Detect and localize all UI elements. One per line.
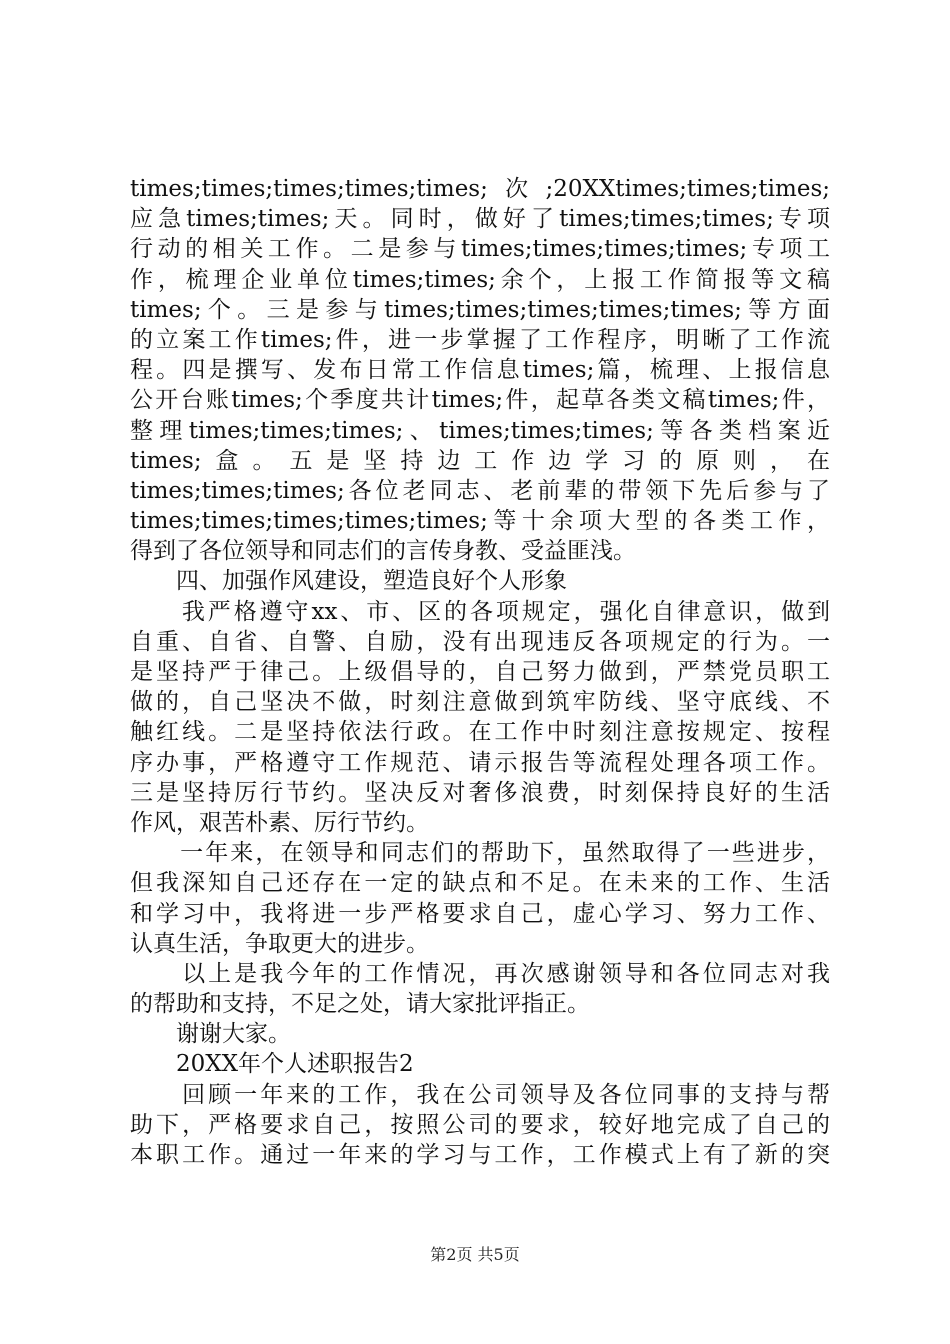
text-line: 三是坚持厉行节约。坚决反对奢侈浪费，时刻保持良好的生活 <box>130 779 830 806</box>
text-line: 助下，严格要求自己，按照公司的要求，较好地完成了自己的 <box>130 1111 830 1138</box>
text-line: 我严格遵守xx、市、区的各项规定，强化自律意识，做到 <box>130 598 830 625</box>
text-line: times;个。三是参与times;times;times;times;times;等方面 <box>130 296 830 323</box>
text-line: 回顾一年来的工作，我在公司领导及各位同事的支持与帮 <box>130 1081 830 1108</box>
text-line: times;times;times;times;times;等十余项大型的各类工作， <box>130 508 830 535</box>
text-line: 应急times;times;天。同时，做好了times;times;times;专项 <box>130 206 830 233</box>
text-line: 做的，自己坚决不做，时刻注意做到筑牢防线、坚守底线、不 <box>130 689 830 716</box>
text-line: 的立案工作times;件，进一步掌握了工作程序，明晰了工作流 <box>130 326 830 353</box>
text-line: 公开台账times;个季度共计times;件，起草各类文稿times;件， <box>130 387 830 414</box>
text-line: 是坚持严于律己。上级倡导的，自己努力做到，严禁党员职工 <box>130 659 830 685</box>
text-line: times;times;times;各位老同志、老前辈的带领下先后参与了 <box>130 477 830 504</box>
text-line: 得到了各位领导和同志们的言传身教、受益匪浅。 <box>130 538 636 565</box>
document-body <box>130 174 830 1170</box>
text-line: 程。四是撰写、发布日常工作信息times;篇，梳理、上报信息 <box>130 357 830 384</box>
text-line: 触红线。二是坚持依法行政。在工作中时刻注意按规定、按程 <box>130 719 830 746</box>
text-line: 本职工作。通过一年来的学习与工作，工作模式上有了新的突 <box>130 1142 830 1168</box>
text-line: 认真生活，争取更大的进步。 <box>130 930 429 957</box>
page-number-footer: 第2页 共5页 <box>430 1245 520 1264</box>
text-line: 作风，艰苦朴素、厉行节约。 <box>130 809 429 836</box>
section-heading: 四、加强作风建设，塑造良好个人形象 <box>130 568 567 595</box>
text-line: 但我深知自己还存在一定的缺点和不足。在未来的工作、生活 <box>130 870 830 897</box>
text-line: 自重、自省、自警、自励，没有出现违反各项规定的行为。一 <box>130 628 830 655</box>
text-line: 和学习中，我将进一步严格要求自己，虚心学习、努力工作、 <box>130 900 830 927</box>
text-line: 的帮助和支持，不足之处，请大家批评指正。 <box>130 991 590 1018</box>
text-line: times;times;times;times;times;次;20XXtimes;times;times; <box>130 176 830 202</box>
text-line: 整理times;times;times;、times;times;times;等各类档案近 <box>130 417 830 444</box>
text-line: 一年来，在领导和同志们的帮助下，虽然取得了一些进步， <box>130 840 830 867</box>
text-line: 作，梳理企业单位times;times;余个，上报工作简报等文稿 <box>130 266 830 293</box>
section-heading: 20XX年个人述职报告2 <box>130 1051 414 1078</box>
text-line: 序办事，严格遵守工作规范、请示报告等流程处理各项工作。 <box>130 749 830 776</box>
text-line: 以上是我今年的工作情况，再次感谢领导和各位同志对我 <box>130 960 830 987</box>
text-line: 谢谢大家。 <box>130 1021 291 1048</box>
text-line: times;盒。五是坚持边工作边学习的原则，在 <box>130 447 830 474</box>
text-line: 行动的相关工作。二是参与times;times;times;times;专项工 <box>130 236 830 263</box>
